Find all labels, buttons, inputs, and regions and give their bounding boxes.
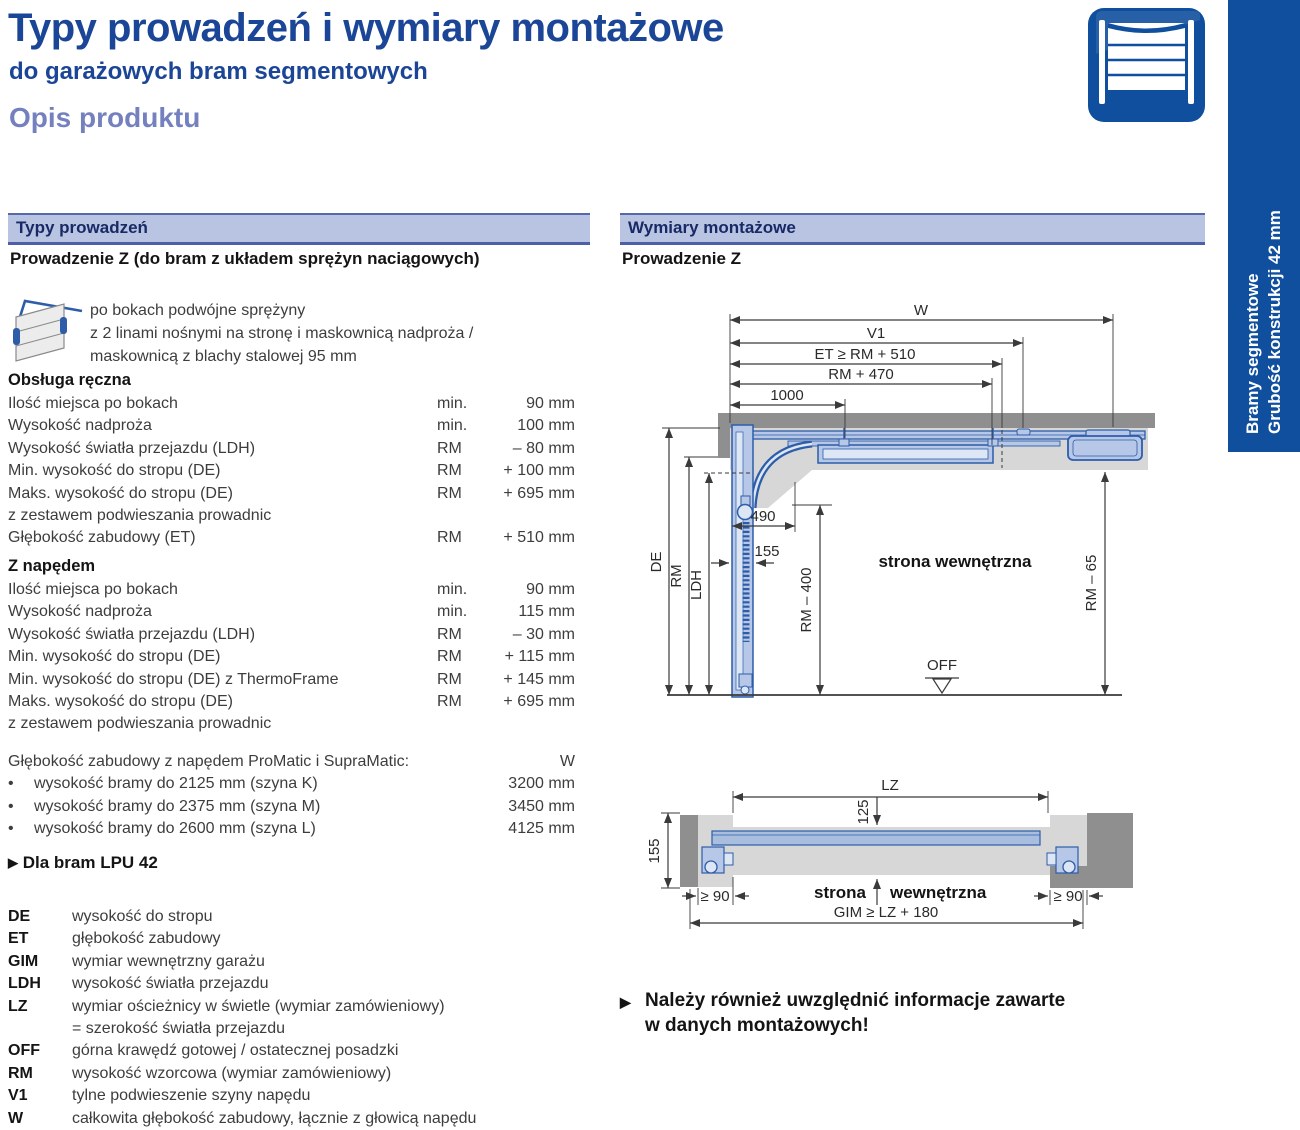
- dim-et: ET ≥ RM + 510: [814, 346, 916, 363]
- row-label: Ilość miejsca po bokach: [8, 395, 178, 412]
- legend-def: górna krawędź gotowej / ostatecznej posadzki: [72, 1042, 399, 1060]
- level-triangle-icon: [933, 679, 951, 693]
- legend-def: = szerokość światła przejazdu: [72, 1019, 285, 1037]
- depth-row: [8, 773, 575, 795]
- legend-term: V1: [8, 1087, 28, 1105]
- wall-left: [680, 815, 698, 887]
- side-view-diagram: [640, 290, 1200, 760]
- row-label: Wysokość nadproża: [8, 603, 152, 621]
- row-label: Wysokość światła przejazdu (LDH): [8, 439, 256, 457]
- row-ref: min.: [437, 417, 468, 435]
- row-value: + 100 mm: [503, 462, 575, 480]
- legend-row: [8, 928, 583, 950]
- section-title: Opis produktu: [9, 102, 201, 133]
- row-value: 90 mm: [526, 395, 575, 412]
- right-section-bar: Wymiary montażowe: [620, 213, 1205, 245]
- dim-w: W: [913, 302, 929, 319]
- z-track-door-panel-icon: [8, 291, 92, 371]
- row-label: wysokość bramy do 2375 mm (szyna M): [34, 797, 321, 815]
- assembly-note-text: [645, 988, 1065, 1038]
- rail-hanger: [839, 439, 849, 446]
- dim-rm400: RM – 400: [798, 567, 815, 633]
- row-ref: RM: [437, 439, 462, 457]
- table-row: [8, 646, 575, 668]
- depth-row: [8, 818, 575, 840]
- row-value: + 695 mm: [503, 484, 575, 502]
- row-label: z zestawem podwieszania prowadnic: [8, 506, 272, 524]
- table-row: [8, 579, 575, 601]
- row-value: 4125 mm: [508, 820, 575, 838]
- page-title: Typy prowadzeń i wymiary montażowe: [8, 6, 724, 50]
- row-ref: RM: [437, 462, 462, 480]
- note-line1: Należy również uwzględnić informacje zawarte: [645, 990, 1066, 1011]
- row-ref: RM: [437, 670, 462, 688]
- table-row: [8, 713, 575, 735]
- intro-line: po bokach podwójne sprężyny: [90, 302, 306, 319]
- right-subheader: Prowadzenie Z: [622, 249, 742, 268]
- lpu-note-text: Dla bram LPU 42: [22, 853, 158, 872]
- ceiling-slab: [718, 413, 1155, 428]
- legend-term: W: [8, 1109, 24, 1127]
- legend-term: RM: [8, 1064, 33, 1082]
- dim-490: 490: [750, 508, 776, 525]
- legend-term: LDH: [8, 975, 41, 993]
- table-row: [8, 438, 575, 460]
- dim-rm470: RM + 470: [828, 366, 894, 383]
- row-ref: RM: [437, 692, 462, 710]
- legend-term: ET: [8, 930, 29, 948]
- row-label: Min. wysokość do stropu (DE): [8, 462, 221, 480]
- lpu-note: [8, 853, 158, 873]
- sectional-garage-door-icon: [1088, 8, 1205, 122]
- depth-row: [8, 796, 575, 818]
- row-label: Wysokość nadproża: [8, 417, 152, 435]
- table-row: [8, 669, 575, 691]
- row-value: [493, 505, 575, 527]
- left-section-bar: Typy prowadzeń: [8, 213, 590, 245]
- legend-row: [8, 1108, 583, 1130]
- manual-title: Obsługa ręczna: [8, 371, 131, 389]
- table-row: [8, 393, 575, 415]
- intro-text: [90, 299, 473, 368]
- row-value: – 80 mm: [512, 439, 575, 457]
- dim-rm: RM: [668, 564, 685, 588]
- dim-gim: GIM ≥ LZ + 180: [833, 904, 939, 921]
- row-value: [493, 713, 575, 735]
- row-label: z zestawem podwieszania prowadnic: [8, 715, 272, 733]
- legend-row: [8, 906, 583, 928]
- row-value: 100 mm: [517, 417, 575, 435]
- row-label: Maks. wysokość do stropu (DE): [8, 484, 233, 502]
- legend-def: tylne podwieszenie szyny napędu: [72, 1087, 311, 1105]
- dim-v1: V1: [866, 325, 886, 342]
- legend-row: [8, 1063, 583, 1085]
- intro-line: z 2 linami nośnymi na stronę i maskownicą nadproża /: [90, 325, 474, 342]
- note-line2: w danych montażowych!: [645, 1015, 869, 1036]
- dim-1000: 1000: [770, 387, 804, 404]
- inner-label-right: wewnętrzna: [890, 883, 987, 902]
- table-row: [8, 527, 575, 549]
- play-triangle-icon: ▶: [8, 855, 18, 870]
- bullet-icon: •: [8, 820, 14, 838]
- legend-term: DE: [8, 908, 31, 925]
- row-ref: RM: [437, 484, 462, 502]
- row-value: 115 mm: [518, 603, 575, 621]
- legend-row: [8, 1018, 583, 1040]
- row-value: + 510 mm: [503, 529, 575, 547]
- bullet-icon: •: [8, 797, 14, 815]
- door-panel: [712, 831, 1040, 845]
- row-value: + 115 mm: [504, 648, 575, 666]
- depth-unit-header: W: [559, 753, 575, 770]
- legend-row: [8, 951, 583, 973]
- table-row: [8, 415, 575, 437]
- edge-tab-line2: Grubość konstrukcji 42 mm: [1265, 210, 1284, 434]
- intro-line: maskownicą z blachy stalowej 95 mm: [90, 348, 357, 365]
- row-value: + 695 mm: [503, 692, 575, 710]
- rear-suspension: [1017, 429, 1030, 435]
- row-ref: [437, 505, 493, 527]
- depth-header-row: [8, 751, 575, 773]
- dim-ge90-right: ≥ 90: [1053, 888, 1083, 905]
- dim-125: 125: [855, 799, 872, 825]
- depth-section: [8, 751, 575, 841]
- legend-term: LZ: [8, 997, 28, 1015]
- play-triangle-icon: ▶: [620, 994, 631, 1010]
- dim-155: 155: [646, 838, 663, 864]
- table-row: [8, 460, 575, 482]
- plan-view-diagram: [640, 755, 1140, 950]
- row-label: Maks. wysokość do stropu (DE): [8, 692, 233, 710]
- row-ref: min.: [437, 581, 468, 598]
- left-subheader: Prowadzenie Z (do bram z układem sprężyn naciągowych): [10, 249, 480, 268]
- row-ref: min.: [437, 603, 468, 621]
- table-row: [8, 483, 575, 505]
- depth-title: Głębokość zabudowy z napędem ProMatic i SupraMatic:: [8, 753, 410, 770]
- row-value: 3450 mm: [508, 797, 575, 815]
- rail-hanger: [988, 439, 998, 446]
- row-ref: RM: [437, 648, 462, 666]
- inner-side-label: strona wewnętrzna: [878, 552, 1032, 571]
- row-label: Ilość miejsca po bokach: [8, 581, 178, 598]
- legend-def: wysokość wzorcowa (wymiar zamówieniowy): [72, 1064, 392, 1082]
- row-label: wysokość bramy do 2125 mm (szyna K): [34, 775, 318, 793]
- row-value: + 145 mm: [503, 670, 575, 688]
- legend-def: wymiar wewnętrzny garażu: [72, 952, 265, 970]
- powered-title: Z napędem: [8, 557, 96, 575]
- row-value: – 30 mm: [512, 625, 575, 643]
- legend-row: [8, 996, 583, 1018]
- row-label: wysokość bramy do 2600 mm (szyna L): [34, 820, 316, 838]
- row-value: 90 mm: [526, 581, 575, 598]
- page-subtitle: do garażowych bram segmentowych: [9, 58, 428, 85]
- inner-label-left: strona: [814, 883, 866, 902]
- legend-term: GIM: [8, 952, 39, 970]
- legend-term: [8, 1018, 72, 1040]
- dim-de: DE: [648, 551, 665, 573]
- off-label: OFF: [927, 657, 957, 674]
- table-row: [8, 505, 575, 527]
- edge-tab-line1: Bramy segmentowe: [1243, 273, 1262, 434]
- legend-def: wysokość do stropu: [72, 908, 213, 925]
- row-label: Min. wysokość do stropu (DE) z ThermoFrame: [8, 670, 339, 688]
- dim-155: 155: [754, 543, 780, 560]
- manual-table: [8, 393, 575, 550]
- row-label: Min. wysokość do stropu (DE): [8, 648, 221, 666]
- row-label: Wysokość światła przejazdu (LDH): [8, 625, 256, 643]
- edge-tab: [1228, 0, 1300, 452]
- dim-ge90-left: ≥ 90: [700, 888, 730, 905]
- edge-tab-text: [1242, 6, 1286, 446]
- table-row: [8, 601, 575, 623]
- legend-row: [8, 1085, 583, 1107]
- legend: [8, 906, 583, 1130]
- legend-term: OFF: [8, 1042, 40, 1060]
- dim-lz: LZ: [881, 777, 899, 794]
- row-ref: min.: [437, 395, 468, 412]
- table-row: [8, 624, 575, 646]
- row-ref: [437, 713, 493, 735]
- row-ref: RM: [437, 529, 462, 547]
- row-ref: RM: [437, 625, 462, 643]
- table-row: [8, 691, 575, 713]
- dim-ldh: LDH: [688, 569, 705, 601]
- dim-rm65: RM – 65: [1083, 554, 1100, 612]
- legend-def: wysokość światła przejazdu: [72, 975, 269, 993]
- legend-row: [8, 973, 583, 995]
- row-label: Głębokość zabudowy (ET): [8, 529, 196, 547]
- legend-row: [8, 1040, 583, 1062]
- legend-def: wymiar ościeżnicy w świetle (wymiar zamówieniowy): [72, 997, 445, 1015]
- row-value: 3200 mm: [508, 775, 575, 793]
- powered-table: [8, 579, 575, 736]
- legend-def: całkowita głębokość zabudowy, łącznie z głowicą napędu: [72, 1109, 477, 1127]
- legend-def: głębokość zabudowy: [72, 930, 221, 948]
- bullet-icon: •: [8, 775, 14, 793]
- lintel: [718, 428, 730, 458]
- assembly-note: [620, 988, 1180, 1038]
